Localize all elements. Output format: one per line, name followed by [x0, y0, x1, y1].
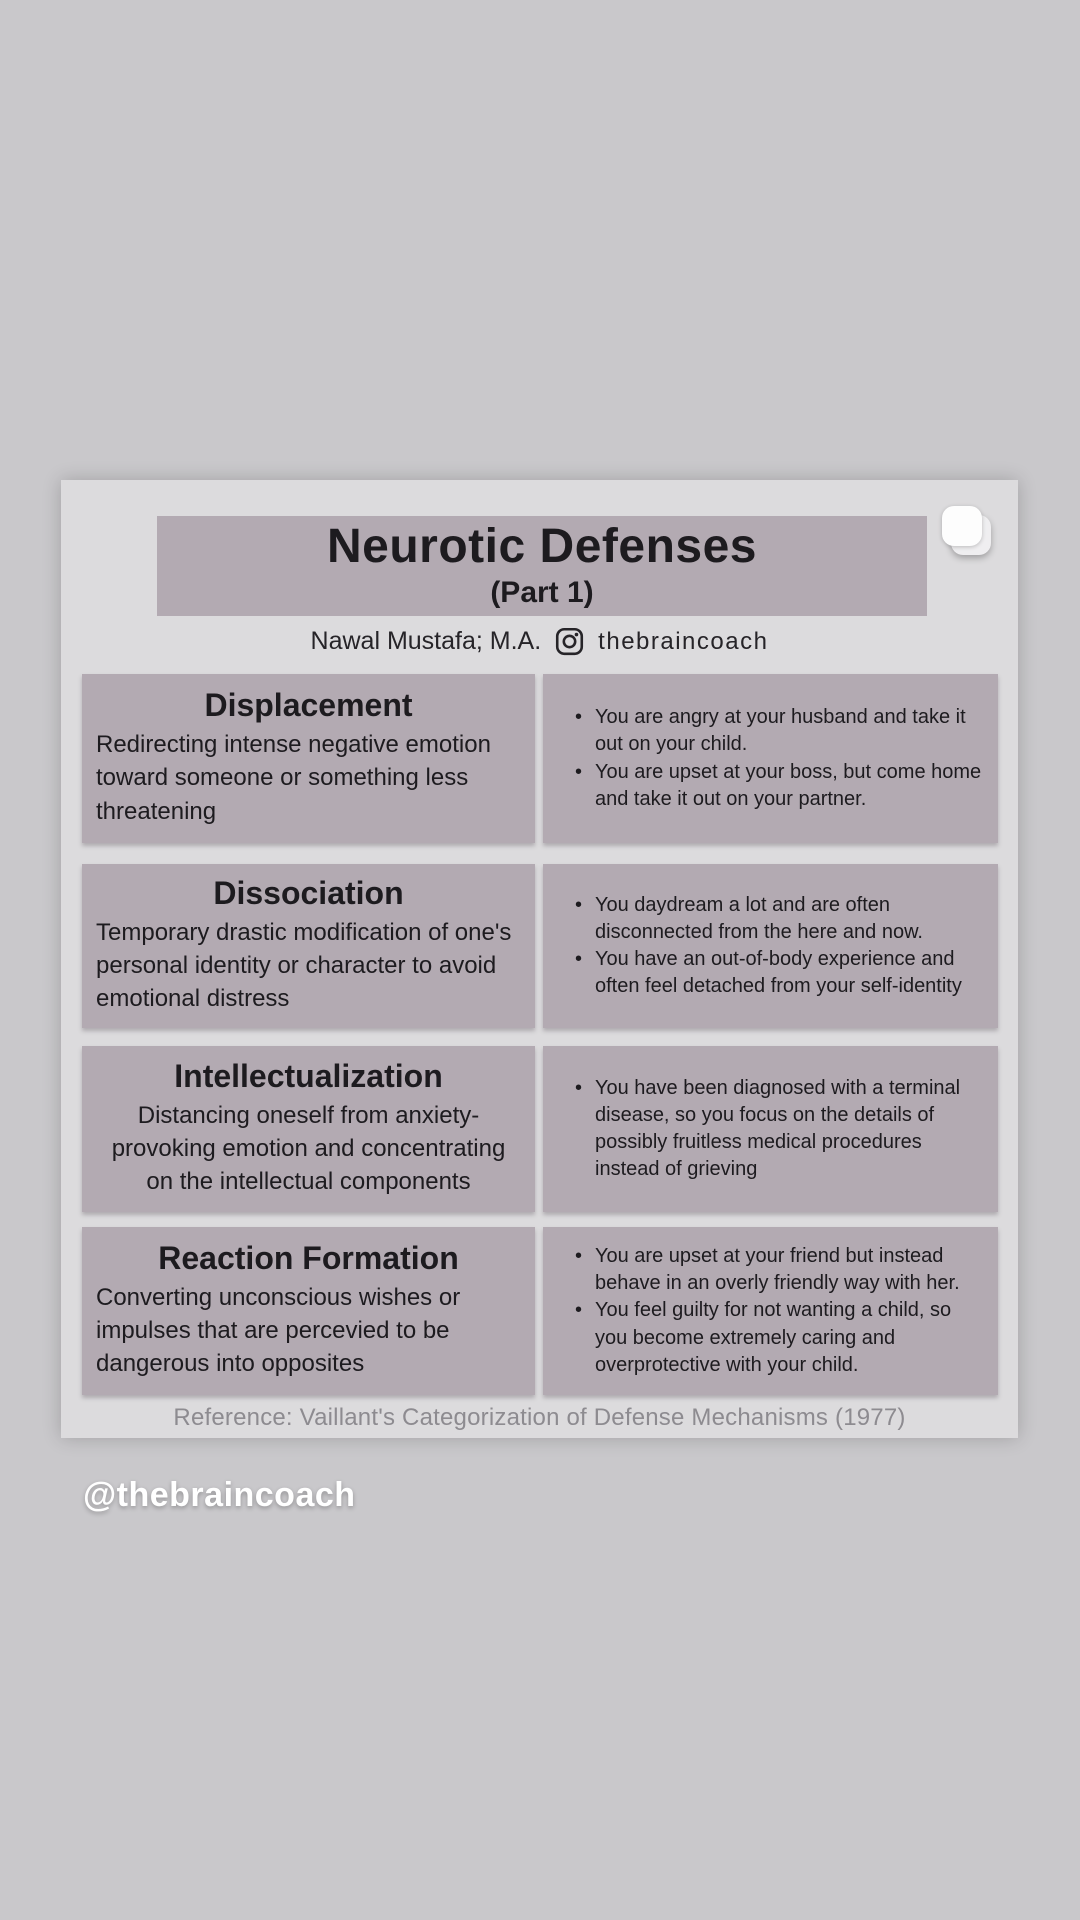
- reference-note: Reference: Vaillant's Categorization of Defense Mechanisms (1977): [173, 1404, 906, 1431]
- examples-cell: [543, 674, 998, 843]
- example-item: • You have an out-of-body experience and often feel detached from your self-identity: [595, 946, 986, 1000]
- table-row-displacement: [82, 674, 998, 843]
- copy-stack-front-square: [942, 506, 982, 546]
- term-definition: Converting unconscious wishes or impulses that are percevied to be dangerous into opposites: [96, 1283, 461, 1378]
- table-row-reaction-formation: [82, 1227, 998, 1395]
- term-definition: Temporary drastic modification of one's personal identity or character to avoid emotional distress: [96, 918, 512, 1013]
- examples-cell: [543, 1227, 998, 1395]
- page-subtitle: (Part 1): [490, 576, 594, 610]
- table-row-intellectualization: [82, 1046, 998, 1212]
- author-row: [61, 626, 1018, 657]
- page-title: Neurotic Defenses: [327, 519, 757, 573]
- term-cell: [82, 864, 535, 1028]
- defense-table: [82, 674, 998, 1395]
- example-item: • You are angry at your husband and take it out on your child.: [595, 704, 986, 758]
- term-cell: [82, 674, 535, 843]
- term-definition: Redirecting intense negative emotion toward someone or something less threatening: [96, 731, 491, 825]
- examples-list: [559, 704, 986, 813]
- instagram-handle: thebraincoach: [598, 627, 769, 655]
- term-title: Reaction Formation: [158, 1239, 459, 1276]
- examples-list: [559, 1243, 986, 1379]
- infographic-card: [61, 480, 1018, 1438]
- term-cell: [82, 1227, 535, 1395]
- example-item: • You are upset at your boss, but come home and take it out on your partner.: [595, 759, 986, 813]
- term-title: Displacement: [204, 687, 413, 724]
- example-item: • You are upset at your friend but instead behave in an overly friendly way with her.: [595, 1243, 986, 1297]
- examples-list: [559, 892, 986, 1001]
- term-title: Intellectualization: [174, 1057, 443, 1094]
- example-item: • You daydream a lot and are often disconnected from the here and now.: [595, 892, 986, 946]
- examples-cell: [543, 1046, 998, 1212]
- instagram-icon: [554, 626, 585, 657]
- term-title: Dissociation: [213, 874, 404, 911]
- watermark-handle: @thebraincoach: [83, 1476, 356, 1514]
- title-box: [157, 516, 927, 616]
- author-name: Nawal Mustafa; M.A.: [310, 627, 542, 655]
- examples-cell: [543, 864, 998, 1028]
- examples-list: [559, 1075, 986, 1184]
- table-row-dissociation: [82, 864, 998, 1028]
- example-item: • You feel guilty for not wanting a child, so you become extremely caring and overprotective with your child.: [595, 1297, 986, 1379]
- term-definition: Distancing oneself from anxiety-provoking emotion and concentrating on the intellectual components: [111, 1101, 506, 1196]
- copy-stack-icon: [942, 506, 992, 556]
- term-cell: [82, 1046, 535, 1212]
- example-item: • You have been diagnosed with a terminal disease, so you focus on the details of possibly fruitless medical procedures instead of grieving: [595, 1075, 986, 1184]
